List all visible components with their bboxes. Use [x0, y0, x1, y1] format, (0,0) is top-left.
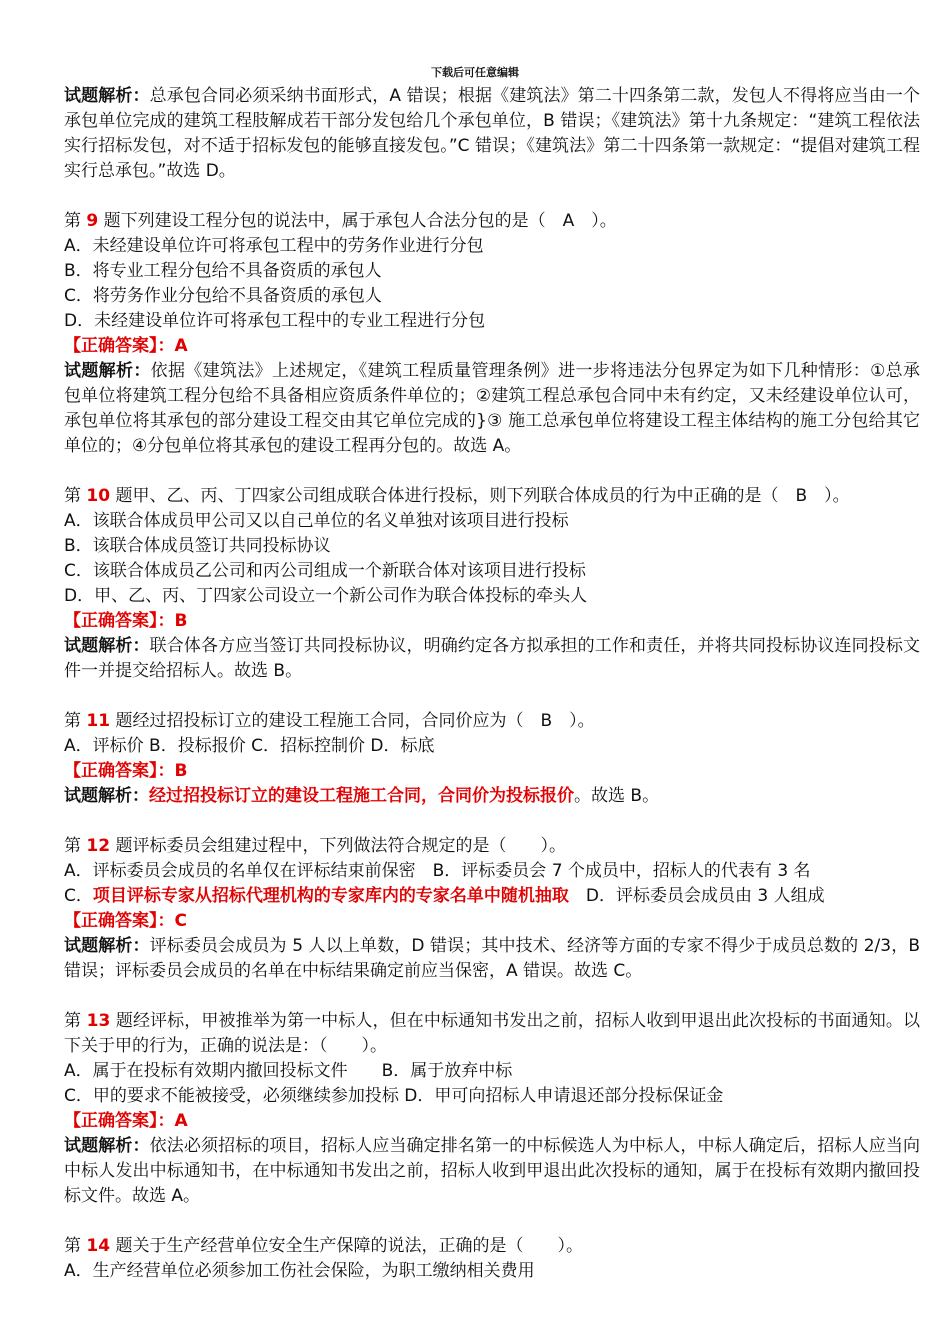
answer-value: A: [174, 336, 188, 356]
question-stem: [64, 1009, 920, 1059]
question-prefix: 第: [64, 836, 87, 856]
question-analysis: [64, 1134, 920, 1209]
analysis-text: 联合体各方应当签订共同投标协议，明确约定各方拟承担的工作和责任，并将共同投标协议连同投标文件一并提交给招标人。故选 B。: [64, 636, 921, 681]
correct-answer: [64, 1109, 920, 1134]
answer-value: A: [174, 1111, 188, 1131]
analysis-label: 试题解析：: [64, 1136, 150, 1156]
answer-label: 【正确答案】：: [64, 611, 175, 631]
question-9: [64, 209, 920, 459]
question-prefix: 第: [64, 1011, 87, 1031]
options-line: A．评标价 B．投标报价 C．招标控制价 D．标底: [64, 736, 435, 756]
answer-value: C: [174, 911, 187, 931]
question-analysis: [64, 634, 920, 684]
analysis-label: 试题解析：: [64, 361, 151, 381]
answer-label: 【正确答案】：: [64, 911, 175, 931]
option-c-prefix: C．: [64, 886, 93, 906]
question-text: 题下列建设工程分包的说法中，属于承包人合法分包的是（ A ）。: [98, 211, 617, 231]
options-line-1: A．评标委员会成员的名单仅在评标结束前保密 B．评标委员会 7 个成员中，招标人的代表有 3 名: [64, 861, 811, 881]
option-c: C．该联合体成员乙公司和丙公司组成一个新联合体对该项目进行投标: [64, 561, 586, 581]
question-number: 11: [86, 711, 111, 731]
option-c-highlight: 项目评标专家从招标代理机构的专家库内的专家名单中随机抽取: [92, 886, 569, 906]
answer-label: 【正确答案】：: [64, 761, 175, 781]
question-stem: [64, 709, 920, 734]
question-stem: [64, 484, 920, 509]
question-prefix: 第: [64, 1236, 87, 1256]
question-10: [64, 484, 920, 684]
question-text: 题评标委员会组建过程中，下列做法符合规定的是（ ）。: [110, 836, 566, 856]
question-14: [64, 1234, 920, 1284]
analysis-text: 依法必须招标的项目，招标人应当确定排名第一的中标候选人为中标人，中标人确定后，招标人应当向中标人发出中标通知书，在中标通知书发出之前，招标人收到甲退出此次投标的通知，属于在投标有效期内撤回投标文件。故选 A。: [64, 1136, 921, 1206]
option-d: D．甲、乙、丙、丁四家公司设立一个新公司作为联合体投标的牵头人: [64, 586, 588, 606]
question-number: 13: [86, 1011, 111, 1031]
analysis-tail: 。故选 B。: [574, 786, 660, 806]
analysis-label: 试题解析：: [64, 636, 150, 656]
question-stem: [64, 1234, 920, 1259]
options-line-2: C．甲的要求不能被接受，必须继续参加投标 D．甲可向招标人申请退还部分投标保证金: [64, 1086, 724, 1106]
answer-value: B: [174, 611, 188, 631]
correct-answer: [64, 909, 920, 934]
question-number: 10: [86, 486, 111, 506]
option-c: C．将劳务作业分包给不具备资质的承包人: [64, 286, 382, 306]
option-a: A．生产经营单位必须参加工伤社会保险，为职工缴纳相关费用: [64, 1261, 535, 1281]
question-text: 题经过招投标订立的建设工程施工合同，合同价应为（ B ）。: [110, 711, 595, 731]
correct-answer: [64, 609, 920, 634]
document-body: [64, 84, 920, 1284]
option-d: D．未经建设单位许可将承包工程中的专业工程进行分包: [64, 311, 486, 331]
question-stem: [64, 834, 920, 859]
correct-answer: [64, 334, 920, 359]
analysis-text: 评标委员会成员为 5 人以上单数，D 错误；其中技术、经济等方面的专家不得少于成员总数的 2/3，B 错误；评标委员会成员的名单在中标结果确定前应当保密，A 错误。故选 C。: [64, 936, 921, 981]
analysis-label: 试题解析：: [64, 786, 149, 806]
question-text: 题经评标，甲被推举为第一中标人，但在中标通知书发出之前，招标人收到甲退出此次投标的书面通知。以下关于甲的行为，正确的说法是：（ ）。: [64, 1011, 921, 1056]
question-analysis: [64, 934, 920, 984]
question-number: 12: [86, 836, 111, 856]
analysis-label: 试题解析：: [64, 86, 150, 106]
option-a: A．未经建设单位许可将承包工程中的劳务作业进行分包: [64, 236, 484, 256]
option-b: B．将专业工程分包给不具备资质的承包人: [64, 261, 382, 281]
options-line-2: [64, 884, 920, 909]
question-text: 题关于生产经营单位安全生产保障的说法，正确的是（ ）。: [110, 1236, 583, 1256]
question-prefix: 第: [64, 211, 87, 231]
option-a: A．该联合体成员甲公司又以自己单位的名义单独对该项目进行投标: [64, 511, 569, 531]
correct-answer: [64, 759, 920, 784]
question-prefix: 第: [64, 711, 87, 731]
option-d: D．评标委员会成员由 3 人组成: [568, 886, 825, 906]
answer-label: 【正确答案】：: [64, 1111, 175, 1131]
options-line-1: A．属于在投标有效期内撤回投标文件 B．属于放弃中标: [64, 1061, 513, 1081]
option-b: B．该联合体成员签订共同投标协议: [64, 536, 331, 556]
question-number: 14: [86, 1236, 111, 1256]
analysis-text: 总承包合同必须采纳书面形式，A 错误；根据《建筑法》第二十四条第二款，发包人不得将应当由一个承包单位完成的建筑工程肢解成若干部分发包给几个承包单位，B 错误；《建筑法》第十九条规定：“建筑工程依法实行招标发包，对不适于招标发包的能够直接发包。”C 错误；《建筑法》第二十四条第一款规定：“提倡对建筑工程实行总承包。”故选 D。: [64, 86, 921, 181]
answer-label: 【正确答案】：: [64, 336, 175, 356]
analysis-highlight: 经过招投标订立的建设工程施工合同，合同价为投标报价: [149, 786, 574, 806]
question-prefix: 第: [64, 486, 87, 506]
question-12: [64, 834, 920, 984]
question-stem: [64, 209, 920, 234]
question-number: 9: [86, 211, 99, 231]
analysis-text: 依据《建筑法》上述规定，《建筑工程质量管理条例》进一步将违法分包界定为如下几种情形：①总承包单位将建筑工程分包给不具备相应资质条件单位的；②建筑工程总承包合同中未有约定，又未经建设单位认可，承包单位将其承包的部分建设工程交由其它单位完成的}③ 施工总承包单位将建设工程主体结构的施工分包给其它单位的；④分包单位将其承包的建设工程再分包的。故选 A。: [64, 361, 921, 456]
question-analysis: [64, 359, 920, 459]
question-analysis: [64, 784, 920, 809]
question-text: 题甲、乙、丙、丁四家公司组成联合体进行投标，则下列联合体成员的行为中正确的是（ B ）。: [110, 486, 850, 506]
question-13: [64, 1009, 920, 1209]
analysis-label: 试题解析：: [64, 936, 150, 956]
question-11: [64, 709, 920, 809]
page-header: 下载后可任意编辑: [431, 66, 519, 79]
answer-value: B: [174, 761, 188, 781]
intro-analysis: [64, 84, 920, 184]
